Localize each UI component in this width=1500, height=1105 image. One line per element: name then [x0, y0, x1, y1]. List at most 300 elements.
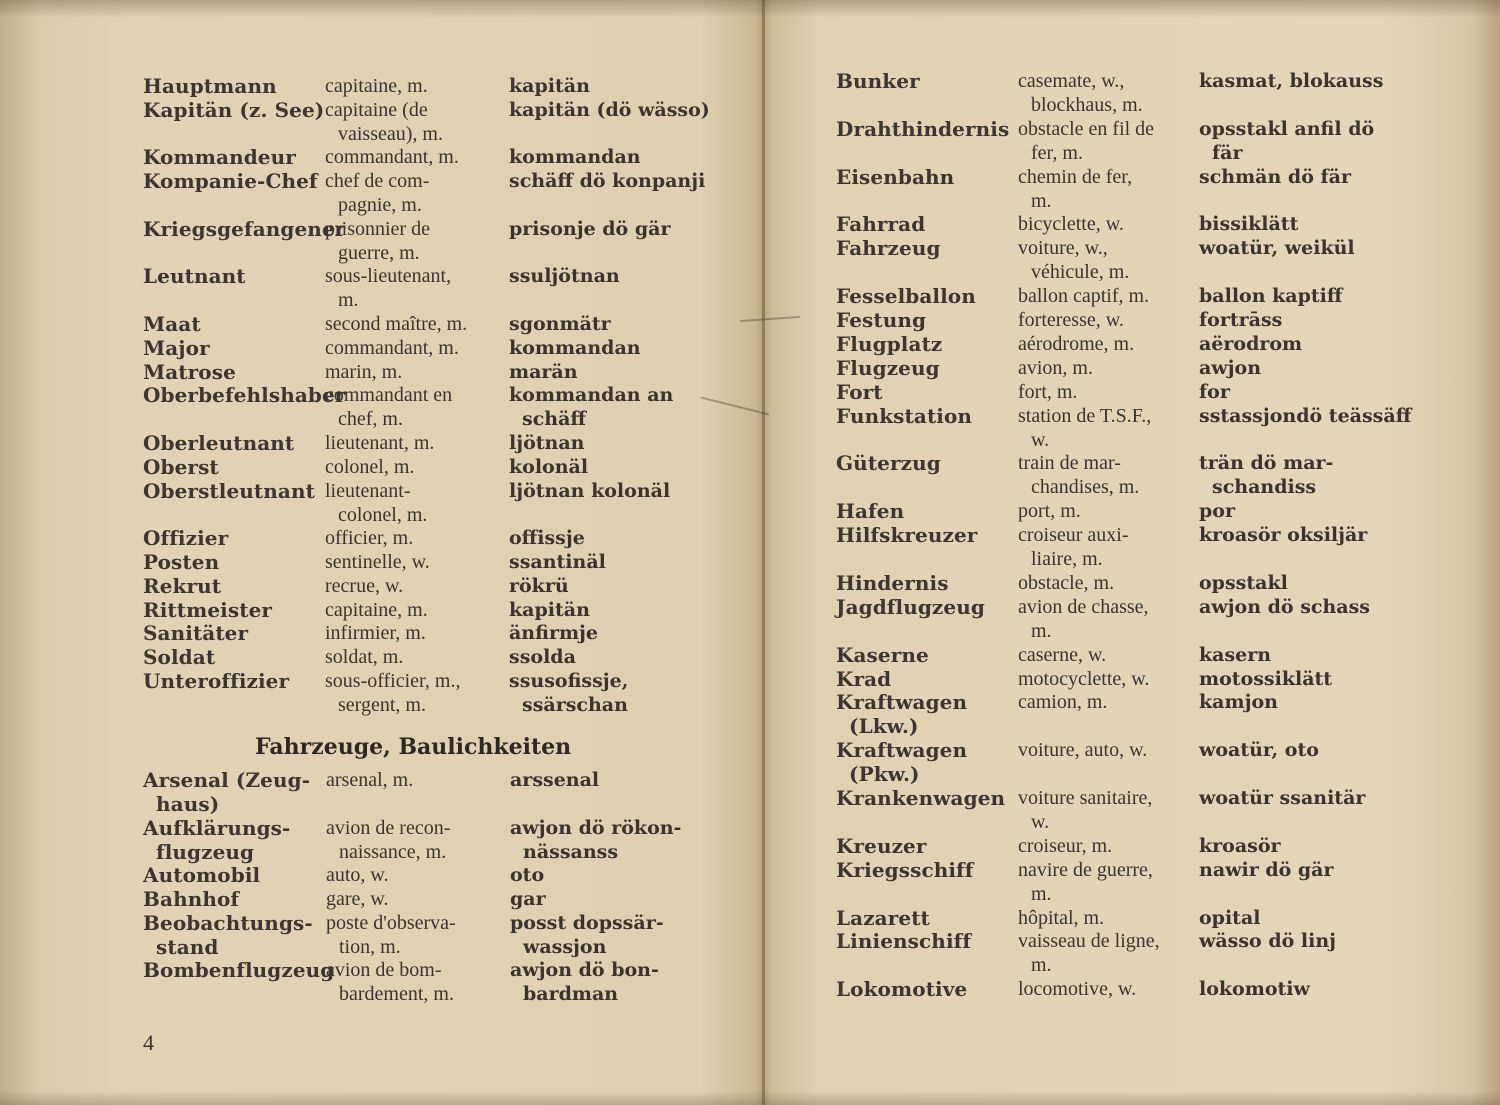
phonetic-term-line: marän [509, 360, 578, 383]
phonetic-term [1199, 332, 1302, 356]
phonetic-term [509, 383, 673, 431]
vocab-entry [765, 284, 1365, 308]
german-term [836, 643, 929, 667]
german-term [836, 571, 949, 595]
french-term [1018, 738, 1147, 762]
phonetic-term-line: kamjon [1199, 691, 1278, 714]
vocab-entry [765, 499, 1365, 523]
phonetic-term [509, 145, 641, 169]
phonetic-term-line: nawir dö gär [1199, 858, 1334, 881]
german-term-line: Bahnhof [143, 887, 240, 911]
german-term-line: Hindernis [836, 570, 949, 595]
german-term-line: Major [143, 335, 210, 360]
vocab-entry [0, 768, 600, 816]
french-term-line: avion de recon- [326, 816, 451, 839]
french-term [1018, 786, 1152, 834]
french-term-line: navire de guerre, [1018, 858, 1153, 881]
french-term-line: liaire, m. [1031, 548, 1103, 571]
phonetic-term-line: awjon dö schass [1199, 595, 1370, 618]
vocab-entry [765, 116, 1375, 165]
phonetic-term-line: ljötnan kolonäl [509, 479, 671, 502]
french-term [325, 98, 443, 146]
vocab-entry [0, 478, 671, 527]
german-term [836, 523, 977, 547]
german-term-line: Fesselballon [836, 284, 976, 309]
french-term [326, 911, 456, 959]
german-term [836, 165, 954, 189]
german-term-line: Aufklärungs- [143, 815, 291, 840]
phonetic-term-line: ljötnan [509, 432, 585, 454]
german-term-line: Kriegsgefangener [143, 216, 346, 241]
french-term [1018, 332, 1134, 356]
french-term-line: colonel, m. [338, 503, 428, 526]
french-term [325, 621, 426, 645]
vocab-entry [765, 929, 1365, 977]
phonetic-term-line: ssärschan [522, 694, 628, 716]
phonetic-term [509, 360, 578, 384]
french-term [1018, 117, 1154, 165]
phonetic-term-line: ballon kaptiff [1199, 285, 1343, 308]
german-term [836, 117, 1009, 141]
phonetic-term [1199, 165, 1351, 189]
phonetic-term-line: opsstakl [1199, 571, 1288, 594]
german-term [143, 887, 239, 911]
phonetic-term [510, 911, 664, 959]
french-term [1018, 929, 1160, 977]
vocab-entry [765, 332, 1365, 356]
german-term [143, 431, 294, 455]
french-term [326, 958, 454, 1006]
phonetic-term-line: schandiss [1212, 476, 1317, 499]
phonetic-term-line: motossiklätt [1199, 667, 1333, 690]
french-term [325, 169, 429, 217]
phonetic-term [1199, 906, 1260, 930]
french-term-line: w. [1031, 811, 1050, 833]
phonetic-term [1199, 690, 1278, 714]
french-term-line: tion, m. [339, 935, 401, 958]
german-term [836, 929, 971, 953]
vocab-entry [0, 455, 600, 479]
french-term-line: aérodrome, m. [1018, 332, 1135, 355]
french-term [325, 479, 427, 527]
page-shadow-bottom [0, 1091, 1500, 1105]
phonetic-term [509, 74, 590, 98]
phonetic-term [509, 574, 569, 598]
french-term [1018, 667, 1149, 691]
french-term [1018, 212, 1124, 236]
phonetic-term [1199, 571, 1288, 595]
french-term [1018, 404, 1151, 452]
phonetic-term-line: prisonje dö gär [509, 217, 671, 240]
german-term [143, 550, 219, 574]
vocab-entry [0, 216, 671, 265]
phonetic-term-line: bardman [523, 983, 619, 1006]
french-term-line: chef, m. [338, 408, 403, 431]
german-term-line: Hafen [836, 499, 905, 524]
german-term-line: (Lkw.) [849, 714, 919, 739]
phonetic-term-line: wässo dö linj [1199, 930, 1337, 953]
vocab-entry [765, 906, 1365, 930]
phonetic-term-line: nässanss [523, 840, 619, 863]
french-term [325, 431, 434, 455]
phonetic-term [509, 479, 670, 503]
german-term [836, 212, 925, 236]
french-term [325, 598, 428, 622]
vocab-entry [765, 523, 1368, 571]
german-term-line: Lazarett [836, 905, 930, 930]
french-term-line: voiture, auto, w. [1018, 739, 1148, 762]
german-term-line: Oberst [143, 454, 219, 479]
french-term [1018, 977, 1136, 1001]
french-term-line: second maître, m. [325, 313, 468, 335]
phonetic-term-line: lokomotiw [1199, 978, 1310, 1001]
phonetic-term-line: woatür ssanitär [1199, 787, 1366, 809]
german-term [143, 383, 345, 407]
german-term [836, 308, 926, 332]
french-term-line: chandises, m. [1031, 476, 1140, 499]
phonetic-term [1199, 499, 1235, 523]
german-term-line: Offizier [143, 526, 229, 551]
german-term-line: Festung [836, 308, 927, 332]
french-term-line: locomotive, w. [1018, 978, 1137, 1001]
vocab-entry [0, 669, 629, 717]
french-term-line: commandant, m. [325, 336, 459, 359]
vocab-entry [0, 264, 620, 312]
vocab-entry [0, 887, 600, 911]
german-term [143, 74, 277, 98]
french-term [1018, 595, 1149, 643]
french-term-line: vaisseau), m. [338, 122, 443, 145]
french-term [1018, 690, 1107, 714]
german-term-line: Maat [143, 312, 201, 336]
german-term [836, 380, 883, 404]
german-term [836, 69, 920, 93]
phonetic-term [509, 431, 584, 455]
french-term-line: recrue, w. [325, 574, 404, 597]
french-term-line: avion de bom- [326, 959, 442, 982]
phonetic-term [510, 816, 681, 864]
vocab-entry [765, 667, 1365, 691]
phonetic-term [1199, 69, 1383, 93]
german-term [836, 667, 891, 691]
french-term [1018, 499, 1081, 523]
french-term-line: obstacle, m. [1018, 571, 1115, 594]
phonetic-term [1199, 117, 1374, 165]
german-term-line: Bombenflugzeug [143, 958, 335, 983]
phonetic-term [1199, 380, 1230, 404]
german-term [836, 356, 940, 380]
phonetic-term [1199, 858, 1334, 882]
vocab-entry [765, 571, 1365, 595]
french-term-line: capitaine (de [325, 98, 428, 121]
german-term [836, 906, 930, 930]
french-term [325, 383, 452, 431]
vocab-entry [0, 910, 664, 959]
vocab-entry [765, 236, 1365, 284]
german-term [836, 284, 976, 308]
phonetic-term-line: sgonmätr [509, 313, 611, 335]
german-term-line: Kraftwagen [836, 738, 968, 763]
phonetic-term [509, 669, 628, 717]
french-term [1018, 284, 1149, 308]
german-term [143, 217, 345, 241]
french-term-line: sous-lieutenant, [325, 265, 452, 288]
french-term-line: bardement, m. [339, 983, 454, 1006]
french-term-line: arsenal, m. [326, 769, 414, 791]
french-term-line: forteresse, w. [1018, 309, 1124, 331]
german-term [143, 958, 334, 982]
phonetic-term [509, 217, 670, 241]
french-term-line: soldat, m. [325, 646, 404, 669]
german-term-line: Automobil [143, 863, 261, 888]
phonetic-term [509, 455, 588, 479]
phonetic-term-line: woatür, oto [1199, 739, 1319, 762]
german-term [836, 499, 904, 523]
german-term [143, 98, 324, 122]
german-term [143, 598, 272, 622]
phonetic-term-line: awjon [1199, 356, 1262, 379]
german-term [143, 312, 201, 336]
german-term-line: Posten [143, 550, 220, 574]
phonetic-term [1199, 308, 1282, 332]
french-term-line: station de T.S.F., [1018, 404, 1152, 427]
vocab-entry [765, 858, 1365, 906]
german-term-line: Fahrzeug [836, 236, 941, 261]
phonetic-term-line: gar [510, 888, 546, 910]
french-term-line: pagnie, m. [338, 194, 422, 217]
phonetic-term-line: kasern [1199, 643, 1272, 666]
german-term [143, 479, 315, 503]
phonetic-term [509, 312, 611, 336]
german-term-line: Hilfskreuzer [836, 523, 978, 548]
german-term-line: Lokomotive [836, 977, 968, 1002]
french-term [1018, 380, 1077, 404]
french-term-line: commandant en [325, 384, 453, 407]
vocab-entry [0, 598, 600, 622]
french-term-line: naissance, m. [339, 840, 447, 863]
french-term-line: bicyclette, w. [1018, 213, 1124, 236]
phonetic-term [1199, 595, 1370, 619]
german-term [836, 834, 927, 858]
french-term [1018, 906, 1104, 930]
french-term-line: voiture sanitaire, [1018, 787, 1153, 809]
french-term [325, 217, 430, 265]
french-term-line: motocyclette, w. [1018, 667, 1150, 690]
phonetic-term-line: kapitän (dö wässo) [509, 98, 710, 121]
german-term [143, 336, 210, 360]
phonetic-term-line: awjon dö bon- [510, 959, 659, 982]
french-term-line: sous-officier, m., [325, 670, 461, 692]
vocab-entry [0, 574, 600, 598]
french-term-line: camion, m. [1018, 691, 1108, 714]
german-term-line: Kompanie-Chef [143, 169, 318, 194]
french-term-line: auto, w. [326, 864, 389, 887]
phonetic-term [509, 550, 606, 574]
french-term [326, 768, 413, 792]
german-term [143, 574, 221, 598]
french-term [1018, 643, 1106, 667]
french-term-line: infirmier, m. [325, 622, 426, 645]
french-term-line: m. [1031, 189, 1052, 212]
vocab-entry [765, 165, 1365, 213]
german-term [143, 645, 215, 669]
vocab-entry [0, 526, 600, 550]
french-term-line: vaisseau de ligne, [1018, 930, 1160, 953]
german-term-line: Rittmeister [143, 597, 273, 622]
phonetic-term-line: awjon dö rökon- [510, 816, 682, 839]
phonetic-term-line: woatür, weikül [1199, 237, 1355, 260]
french-term-line: capitaine, m. [325, 75, 428, 97]
german-term [836, 690, 967, 738]
phonetic-term-line: bissiklätt [1199, 213, 1299, 236]
phonetic-term-line: rökrü [509, 574, 569, 597]
french-term [1018, 165, 1132, 213]
german-term-line: Kriegsschiff [836, 857, 974, 882]
german-term [143, 145, 296, 169]
french-term [325, 669, 460, 717]
phonetic-term-line: por [1199, 500, 1235, 523]
section-heading: Fahrzeuge, Baulichkeiten [255, 734, 572, 760]
german-term-line: Sanitäter [143, 621, 249, 646]
french-term-line: m. [338, 289, 359, 312]
french-term [325, 264, 451, 312]
german-term-line: (Pkw.) [849, 762, 920, 787]
french-term [326, 816, 450, 864]
phonetic-term-line: schäff dö konpanji [509, 170, 706, 193]
french-term [325, 550, 430, 574]
french-term-line: prisonnier de [325, 217, 430, 240]
french-term-line: sentinelle, w. [325, 551, 430, 573]
german-term-line: Kommandeur [143, 145, 296, 170]
phonetic-term [1199, 236, 1355, 260]
german-term-line: Drahthindernis [836, 116, 1010, 141]
vocab-entry [0, 621, 600, 645]
french-term [325, 74, 428, 98]
phonetic-term [510, 887, 546, 911]
german-term-line: Krad [836, 666, 892, 691]
german-term [836, 595, 985, 619]
vocab-entry [0, 360, 600, 384]
french-term-line: croiseur auxi- [1018, 524, 1129, 547]
vocab-entry [0, 958, 659, 1006]
french-term [1018, 834, 1112, 858]
french-term-line: lieutenant, m. [325, 432, 435, 454]
vocab-entry [0, 74, 600, 98]
vocab-entry [0, 312, 611, 336]
french-term-line: fort, m. [1018, 380, 1078, 403]
phonetic-term [510, 958, 659, 1006]
german-term-line: Kraftwagen [836, 690, 968, 715]
german-term-line: Oberbefehlshaber [143, 383, 346, 408]
phonetic-term [1199, 523, 1367, 547]
german-term-line: Kreuzer [836, 833, 927, 858]
french-term-line: capitaine, m. [325, 598, 428, 621]
phonetic-term [509, 645, 576, 669]
phonetic-term-line: änfirmje [509, 622, 599, 645]
german-term-line: Soldat [143, 645, 216, 670]
french-term [325, 645, 403, 669]
german-term-line: Eisenbahn [836, 164, 955, 189]
french-term [325, 455, 414, 479]
german-term [836, 977, 967, 1001]
phonetic-term [1199, 977, 1310, 1001]
phonetic-term [1199, 667, 1332, 691]
phonetic-term [510, 863, 544, 887]
phonetic-term-line: schmän dö fär [1199, 165, 1351, 188]
vocab-entry [765, 594, 1370, 643]
french-term-line: avion de chasse, [1018, 595, 1149, 618]
phonetic-term-line: for [1199, 380, 1230, 403]
vocab-entry [0, 550, 606, 574]
phonetic-term-line: arssenal [510, 769, 600, 791]
french-term-line: chef de com- [325, 170, 430, 193]
french-term [325, 360, 402, 384]
french-term-line: croiseur, m. [1018, 834, 1113, 857]
page-number: 4 [143, 1030, 154, 1055]
french-term-line: m. [1031, 882, 1052, 905]
french-term [1018, 356, 1093, 380]
phonetic-term-line: fortrāss [1199, 309, 1283, 331]
phonetic-term-line: oto [510, 864, 545, 887]
french-term [325, 526, 413, 550]
phonetic-term-line: opsstakl anfil dö [1199, 117, 1375, 140]
vocab-entry [765, 212, 1365, 236]
phonetic-term-line: ssantinäl [509, 551, 606, 573]
phonetic-term [1199, 834, 1281, 858]
german-term [143, 169, 318, 193]
vocab-entry [765, 380, 1365, 404]
german-term-line: stand [156, 934, 219, 959]
german-term-line: flugzeug [156, 839, 255, 864]
phonetic-term-line: kommandan [509, 336, 641, 359]
vocab-entry [765, 356, 1365, 380]
german-term [143, 669, 289, 693]
phonetic-term-line: ssolda [509, 646, 576, 669]
phonetic-term-line: kroasör [1199, 834, 1281, 857]
french-term [1018, 236, 1129, 284]
vocab-entry [765, 403, 1412, 452]
german-term [143, 360, 236, 384]
german-term-line: Oberstleutnant [143, 478, 315, 503]
phonetic-term [509, 98, 710, 122]
french-term-line: m. [1031, 954, 1052, 977]
vocab-entry [765, 977, 1365, 1001]
german-term [836, 332, 942, 356]
phonetic-term-line: offissje [509, 527, 585, 550]
phonetic-term-line: kroasör oksiljär [1199, 524, 1368, 547]
phonetic-term [1199, 643, 1271, 667]
vocab-entry [765, 690, 1365, 738]
german-term [836, 858, 973, 882]
phonetic-term-line: ssusofissje, [509, 670, 629, 692]
german-term-line: Kapitän (z. See) [143, 97, 325, 122]
french-term-line: lieutenant- [325, 479, 411, 502]
vocab-entry [765, 308, 1365, 332]
phonetic-term [509, 621, 598, 645]
german-term [836, 738, 967, 786]
phonetic-term [510, 768, 599, 792]
french-term-line: officier, m. [325, 527, 414, 550]
french-term-line: ballon captif, m. [1018, 285, 1150, 308]
french-term-line: marin, m. [325, 360, 403, 383]
phonetic-term [1199, 212, 1298, 236]
french-term-line: guerre, m. [338, 241, 420, 264]
phonetic-term-line: kommandan [509, 146, 641, 169]
french-term-line: avion, m. [1018, 356, 1093, 379]
phonetic-term-line: kasmat, blokauss [1199, 70, 1384, 92]
french-term [1018, 69, 1143, 117]
german-term-line: Krankenwagen [836, 786, 1006, 810]
